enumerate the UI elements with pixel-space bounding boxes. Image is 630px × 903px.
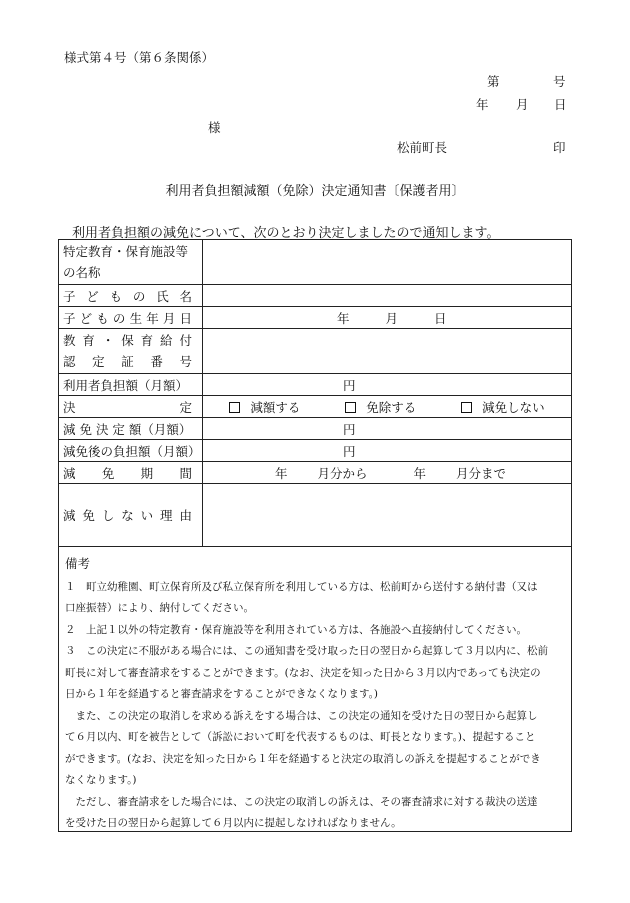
value-reduction-amount[interactable]	[203, 418, 572, 440]
value-facility[interactable]	[203, 240, 572, 285]
label-after-amount	[59, 440, 203, 462]
note-3-para2: なくなります。)	[65, 774, 137, 786]
value-certificate[interactable]	[203, 329, 572, 374]
char: 月	[162, 310, 176, 326]
char: 減	[63, 465, 76, 481]
char: 保	[121, 333, 134, 348]
value-after-amount[interactable]	[203, 440, 572, 462]
char: 名	[179, 288, 192, 304]
char: 間	[179, 465, 192, 481]
number-go: 号	[553, 74, 566, 89]
option-reduce-label: 減額する	[250, 399, 301, 415]
period-to-month: 月分まで	[456, 465, 507, 481]
label-user-fee	[59, 374, 203, 396]
value-user-fee[interactable]	[203, 374, 572, 396]
option-reduce[interactable]	[229, 398, 300, 416]
yen-unit: 円	[343, 421, 356, 437]
option-none[interactable]	[461, 398, 545, 416]
label-user-fee-text: 利用者負担額（月額）	[63, 377, 189, 393]
label-facility	[59, 240, 203, 285]
number-dai: 第	[487, 74, 500, 89]
period-to-year: 年	[413, 465, 427, 481]
note-1-cont: 口座振替）により、納付してください。	[65, 602, 254, 614]
intro-text: 利用者負担額の減免について、次のとおり決定しましたので通知します。	[72, 226, 500, 241]
note-3-para2: て６月以内、町を被告として（訴訟において町を代表するものは、町長となります。)、提起すること	[65, 731, 536, 743]
label-reduction-amount-text: 減 免 決 定 額（月額）	[63, 421, 192, 437]
char: 証	[121, 354, 134, 369]
char: 認	[63, 354, 76, 369]
label-no-reason	[59, 484, 203, 547]
date-month: 月	[516, 97, 529, 112]
birth-year: 年	[337, 310, 350, 326]
decision-table	[58, 239, 572, 547]
char: の	[112, 310, 126, 326]
char: 免	[82, 508, 95, 523]
period-from-month: 月分から	[317, 465, 368, 481]
notes-heading: 備考	[65, 556, 91, 571]
note-3-para3: を受けた日の翌日から起算して６月以内に提起しなければなりません。	[65, 817, 402, 829]
char: 理	[160, 508, 173, 523]
value-decision	[203, 396, 572, 418]
value-child-name[interactable]	[203, 285, 572, 307]
yen-unit: 円	[343, 377, 356, 393]
char: ど	[86, 288, 99, 304]
checkbox-icon[interactable]	[229, 402, 240, 413]
label-after-amount-text: 減免後の負担額（月額）	[63, 443, 201, 459]
char: な	[121, 508, 134, 523]
date-day: 日	[554, 97, 567, 112]
char: 子	[63, 288, 76, 304]
document-title: 利用者負担額減額（免除）決定通知書〔保護者用〕	[165, 184, 465, 199]
label-facility-line2: の名称	[63, 265, 101, 280]
char: 日	[179, 310, 192, 326]
option-exempt[interactable]	[345, 398, 416, 416]
value-period[interactable]	[203, 462, 572, 484]
char: 生	[129, 310, 143, 326]
birth-day: 日	[434, 310, 447, 326]
char: 減	[63, 508, 76, 523]
period-from-year: 年	[275, 465, 288, 481]
label-period	[59, 462, 203, 484]
char: 期	[140, 465, 154, 481]
note-2: ２ 上記１以外の特定教育・保育施設等を利用されている方は、各施設へ直接納付してください。	[65, 623, 527, 636]
issuer: 松前町長	[397, 140, 448, 155]
char: ど	[79, 310, 93, 326]
yen-unit: 円	[343, 443, 356, 459]
char: 育	[140, 333, 154, 348]
char: も	[109, 288, 123, 304]
char: 決	[63, 399, 76, 415]
label-child-name	[59, 285, 203, 307]
char: 給	[160, 333, 173, 348]
note-3-cont: 日から１年を経過すると審査請求をすることができなくなります。)	[65, 688, 379, 700]
note-3: ３ この決定に不服がある場合には、この通知書を受け取った日の翌日から起算して３月以内に、松前	[65, 645, 548, 657]
char: 定	[179, 399, 192, 415]
char: 育	[82, 333, 95, 348]
char: し	[101, 508, 115, 523]
value-child-birth[interactable]	[203, 307, 572, 329]
char: 番	[150, 354, 163, 369]
char: も	[96, 310, 109, 326]
note-1: １ 町立幼稚園、町立保育所及び私立保育所を利用している方は、松前町から送付する納付書（又は	[65, 580, 538, 593]
addressee-suffix: 様	[208, 120, 221, 135]
checkbox-icon[interactable]	[461, 402, 472, 413]
date-year: 年	[476, 97, 489, 112]
char: 教	[63, 333, 76, 348]
form-number: 様式第４号（第６条関係）	[64, 50, 215, 65]
label-decision	[59, 396, 203, 418]
notes-section	[58, 547, 572, 832]
char: 氏	[156, 288, 169, 304]
note-3-para2: ができます。(なお、決定を知った日から１年を経過すると決定の取消しの訴えを提起することができ	[65, 752, 541, 765]
char: 子	[63, 310, 76, 326]
option-none-label: 減免しない	[482, 399, 545, 415]
note-3-para2: また、この決定の取消しを求める訴えをする場合は、この決定の通知を受けた日の翌日から起算し	[65, 709, 538, 722]
char: 免	[101, 465, 115, 481]
char: 定	[92, 354, 105, 369]
seal-mark: 印	[553, 140, 566, 155]
option-exempt-label: 免除する	[366, 399, 417, 415]
birth-month: 月	[385, 310, 399, 326]
char: い	[140, 508, 154, 523]
note-3-cont: 町長に対して審査請求をすることができます。(なお、決定を知った日から３月以内であっても決定の	[65, 666, 541, 679]
label-child-birth	[59, 307, 203, 329]
label-facility-line1: 特定教育・保育施設等	[63, 244, 189, 259]
char: 由	[179, 508, 192, 523]
char: 付	[179, 333, 192, 348]
label-reduction-amount	[59, 418, 203, 440]
char: の	[132, 288, 146, 304]
note-3-para3: ただし、審査請求をした場合には、この決定の取消しの訴えは、その審査請求に対する裁決の送達	[65, 795, 538, 808]
char: ・	[101, 333, 115, 348]
char: 年	[146, 310, 159, 326]
value-no-reason[interactable]	[203, 484, 572, 547]
label-certificate	[59, 329, 203, 374]
char: 号	[179, 354, 192, 369]
checkbox-icon[interactable]	[345, 402, 356, 413]
